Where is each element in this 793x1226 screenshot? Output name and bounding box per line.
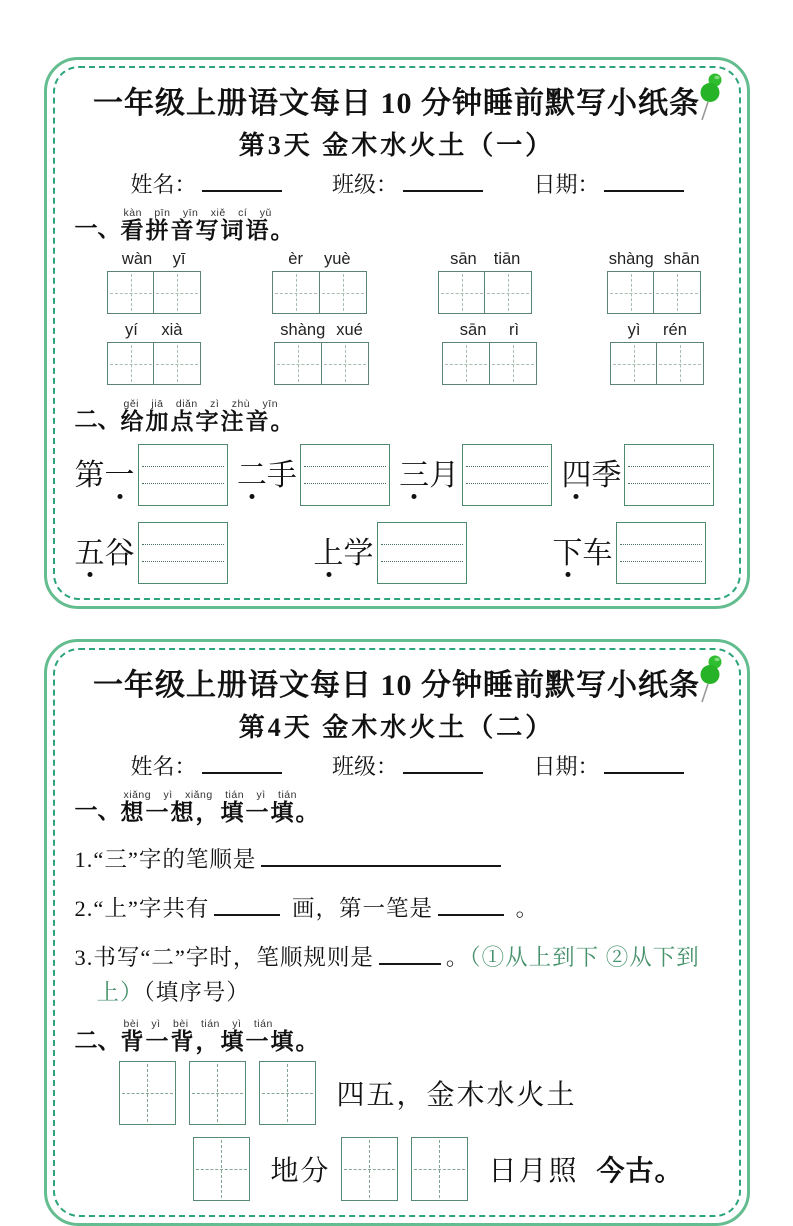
card-inner-border <box>53 66 741 600</box>
word-char: 上 <box>313 536 344 570</box>
writing-cell <box>272 271 320 314</box>
question-text: （填序号） <box>143 980 250 1006</box>
annotate-item <box>237 444 390 506</box>
writing-box <box>411 1137 468 1201</box>
writing-grid <box>272 271 366 314</box>
day-subtitle: 第3天 金木水火土（一） <box>238 131 555 160</box>
writing-box <box>189 1061 246 1125</box>
recite-line-1 <box>119 1061 719 1125</box>
writing-cell <box>489 342 537 385</box>
section-title: 背一背，填一填。 <box>120 1029 321 1055</box>
recite-text: 今古。 <box>596 1154 684 1186</box>
worksheet-card-day3 <box>44 57 750 609</box>
word-char: 第 <box>74 458 105 492</box>
annotate-word <box>314 537 374 570</box>
annotated-heading <box>121 790 321 825</box>
word-char: 谷 <box>104 536 135 570</box>
word-block <box>442 321 536 385</box>
writing-cell <box>442 342 490 385</box>
heading-pinyin: kàn pīn yīn xiě cí yǔ <box>123 207 272 219</box>
annotate-item <box>553 522 706 584</box>
answer-blank <box>438 911 504 916</box>
question-3 <box>75 940 719 972</box>
worksheet-card-day4 <box>44 639 750 1225</box>
recite-line-2 <box>193 1137 719 1201</box>
section-title: 看拼音写词语。 <box>120 218 296 244</box>
name-blank <box>202 176 282 192</box>
pinyin-label <box>107 321 201 340</box>
pinyin-label <box>442 321 536 340</box>
annotate-word <box>75 459 135 492</box>
answer-blank <box>379 960 441 965</box>
heading-pinyin: gěi jiā diǎn zì zhù yīn <box>123 398 279 411</box>
recite-text: 地分 <box>270 1155 331 1187</box>
question-text: 2.“上”字共有 <box>74 896 210 922</box>
question-2 <box>75 891 719 923</box>
answer-blank <box>261 862 501 867</box>
class-blank <box>403 758 483 774</box>
pinyin-syllable: yí <box>124 321 138 340</box>
annotate-word <box>561 459 621 492</box>
pinyin-syllable: wàn <box>121 250 153 269</box>
annotate-item <box>75 444 228 506</box>
word-char: 五 <box>74 536 105 570</box>
question-text: 1.“三”字的笔顺是 <box>74 847 257 873</box>
pinyin-label <box>272 250 366 269</box>
writing-cell <box>653 271 701 314</box>
pinyin-write-box <box>462 444 552 506</box>
pinyin-syllable: xià <box>161 321 183 340</box>
class-label: 班级： <box>331 172 398 197</box>
word-char: 二 <box>236 458 267 492</box>
word-char: 一 <box>104 458 135 492</box>
word-block <box>274 321 368 385</box>
annotate-row-2 <box>75 522 719 584</box>
date-field <box>533 168 684 199</box>
annotated-heading <box>121 208 296 243</box>
name-field <box>131 750 282 781</box>
writing-grid <box>610 342 704 385</box>
recite-text: 四五，金木水火土 <box>336 1079 577 1111</box>
word-block <box>604 250 705 314</box>
pinyin-write-box <box>138 522 228 584</box>
section-2-heading <box>75 399 719 434</box>
heading-pinyin: bèi yì bèi tián yì tián <box>123 1018 273 1031</box>
name-label: 姓名： <box>130 754 197 780</box>
word-char: 月 <box>429 458 460 492</box>
pinyin-words-row-2 <box>75 314 719 385</box>
word-char: 车 <box>582 536 613 570</box>
pinyin-syllable: shān <box>663 250 700 269</box>
annotate-word <box>75 537 135 570</box>
card-header <box>75 660 719 704</box>
recite-text: 日月照 <box>488 1155 579 1187</box>
worksheet-page <box>0 57 793 1187</box>
writing-grid <box>107 271 201 314</box>
section-number: 一、 <box>74 798 121 824</box>
writing-grid <box>438 271 532 314</box>
word-char: 季 <box>591 458 622 492</box>
annotate-item <box>75 522 228 584</box>
annotate-item <box>314 522 467 584</box>
word-block <box>438 250 532 314</box>
pinyin-write-box <box>624 444 714 506</box>
name-field <box>131 168 282 199</box>
annotate-word <box>553 537 613 570</box>
pinyin-label <box>604 250 705 269</box>
question-1 <box>75 842 719 874</box>
word-char: 学 <box>343 536 374 570</box>
date-label: 日期： <box>533 754 600 780</box>
question-text: 。 <box>445 945 470 971</box>
pinyin-syllable: èr <box>288 250 303 269</box>
pinyin-syllable: sān <box>450 250 477 269</box>
page-title: 一年级上册语文每日 10 分钟睡前默写小纸条 <box>93 87 700 120</box>
writing-box <box>259 1061 316 1125</box>
name-blank <box>202 758 282 774</box>
word-block <box>107 250 201 314</box>
pinyin-write-box <box>377 522 467 584</box>
word-block <box>107 321 201 385</box>
annotated-heading <box>121 399 296 434</box>
pinyin-syllable: xué <box>336 321 363 340</box>
class-field <box>332 168 483 199</box>
word-char: 手 <box>266 458 297 492</box>
section-2-heading <box>75 1019 719 1054</box>
writing-cell <box>319 271 367 314</box>
card-inner-border <box>53 648 741 1216</box>
word-block <box>610 321 704 385</box>
writing-cell <box>484 271 532 314</box>
writing-cell <box>607 271 655 314</box>
writing-cell <box>321 342 369 385</box>
writing-cell <box>107 271 155 314</box>
pinyin-syllable: shàng <box>280 321 326 340</box>
page-title: 一年级上册语文每日 10 分钟睡前默写小纸条 <box>93 669 700 703</box>
pinyin-syllable: shàng <box>608 250 654 269</box>
question-text: 上） <box>96 980 144 1006</box>
question-text: （①从上到下 ②从下到 <box>469 945 700 971</box>
pinyin-syllable: tiān <box>493 250 521 269</box>
class-blank <box>403 176 483 192</box>
pinyin-syllable: sān <box>459 321 487 340</box>
student-info-row <box>75 744 719 781</box>
word-char: 三 <box>399 458 430 492</box>
day-subtitle: 第4天 金木水火土（二） <box>238 713 555 743</box>
writing-box <box>193 1137 250 1201</box>
writing-cell <box>610 342 658 385</box>
pinyin-label <box>274 321 368 340</box>
section-number: 一、 <box>74 216 121 242</box>
date-field <box>533 750 684 781</box>
writing-grid <box>607 271 701 314</box>
annotate-item <box>399 444 552 506</box>
pinyin-label <box>107 250 201 269</box>
heading-pinyin: xiǎng yì xiǎng tián yì tián <box>123 789 297 802</box>
word-block <box>272 250 366 314</box>
writing-grid <box>442 342 536 385</box>
name-label: 姓名： <box>130 172 197 197</box>
question-text: 画，第一笔是 <box>285 896 433 922</box>
writing-cell <box>153 271 201 314</box>
writing-cell <box>656 342 704 385</box>
pinyin-syllable: rén <box>663 321 687 340</box>
section-1-heading <box>75 790 719 825</box>
pinyin-write-box <box>300 444 390 506</box>
pinyin-syllable: rì <box>508 321 520 340</box>
question-text: 。 <box>509 896 540 922</box>
pinyin-label <box>610 321 704 340</box>
section-title: 想一想，填一填。 <box>120 800 321 826</box>
pinyin-words-row-1 <box>75 243 719 314</box>
class-field <box>332 750 483 781</box>
writing-cell <box>107 342 155 385</box>
pinyin-label <box>438 250 532 269</box>
section-number: 二、 <box>74 1027 121 1053</box>
push-pin-icon <box>695 654 729 711</box>
annotated-heading <box>121 1019 321 1054</box>
date-label: 日期： <box>533 172 600 197</box>
pinyin-syllable: yuè <box>323 250 351 269</box>
annotate-item <box>561 444 714 506</box>
section-1-heading <box>75 208 719 243</box>
annotate-row-1 <box>75 444 719 506</box>
date-blank <box>604 176 684 192</box>
word-char: 四 <box>561 458 592 492</box>
push-pin-icon <box>695 72 729 129</box>
pinyin-write-box <box>138 444 228 506</box>
annotate-word <box>399 459 459 492</box>
writing-cell <box>153 342 201 385</box>
answer-blank <box>214 911 280 916</box>
date-blank <box>604 758 684 774</box>
annotate-word <box>237 459 297 492</box>
class-label: 班级： <box>331 754 398 780</box>
writing-cell <box>274 342 322 385</box>
pinyin-write-box <box>616 522 706 584</box>
pinyin-syllable: yī <box>172 250 186 269</box>
question-3-continued <box>75 975 719 1007</box>
writing-box <box>341 1137 398 1201</box>
card-header <box>75 78 719 122</box>
question-text: 3.书写“二”字时，笔顺规则是 <box>74 945 374 971</box>
section-number: 二、 <box>74 407 121 433</box>
student-info-row <box>75 162 719 199</box>
pinyin-syllable: yì <box>627 321 641 340</box>
section-title: 给加点字注音。 <box>120 409 296 435</box>
writing-grid <box>274 342 368 385</box>
writing-box <box>119 1061 176 1125</box>
writing-cell <box>438 271 486 314</box>
writing-grid <box>107 342 201 385</box>
word-char: 下 <box>552 536 583 570</box>
